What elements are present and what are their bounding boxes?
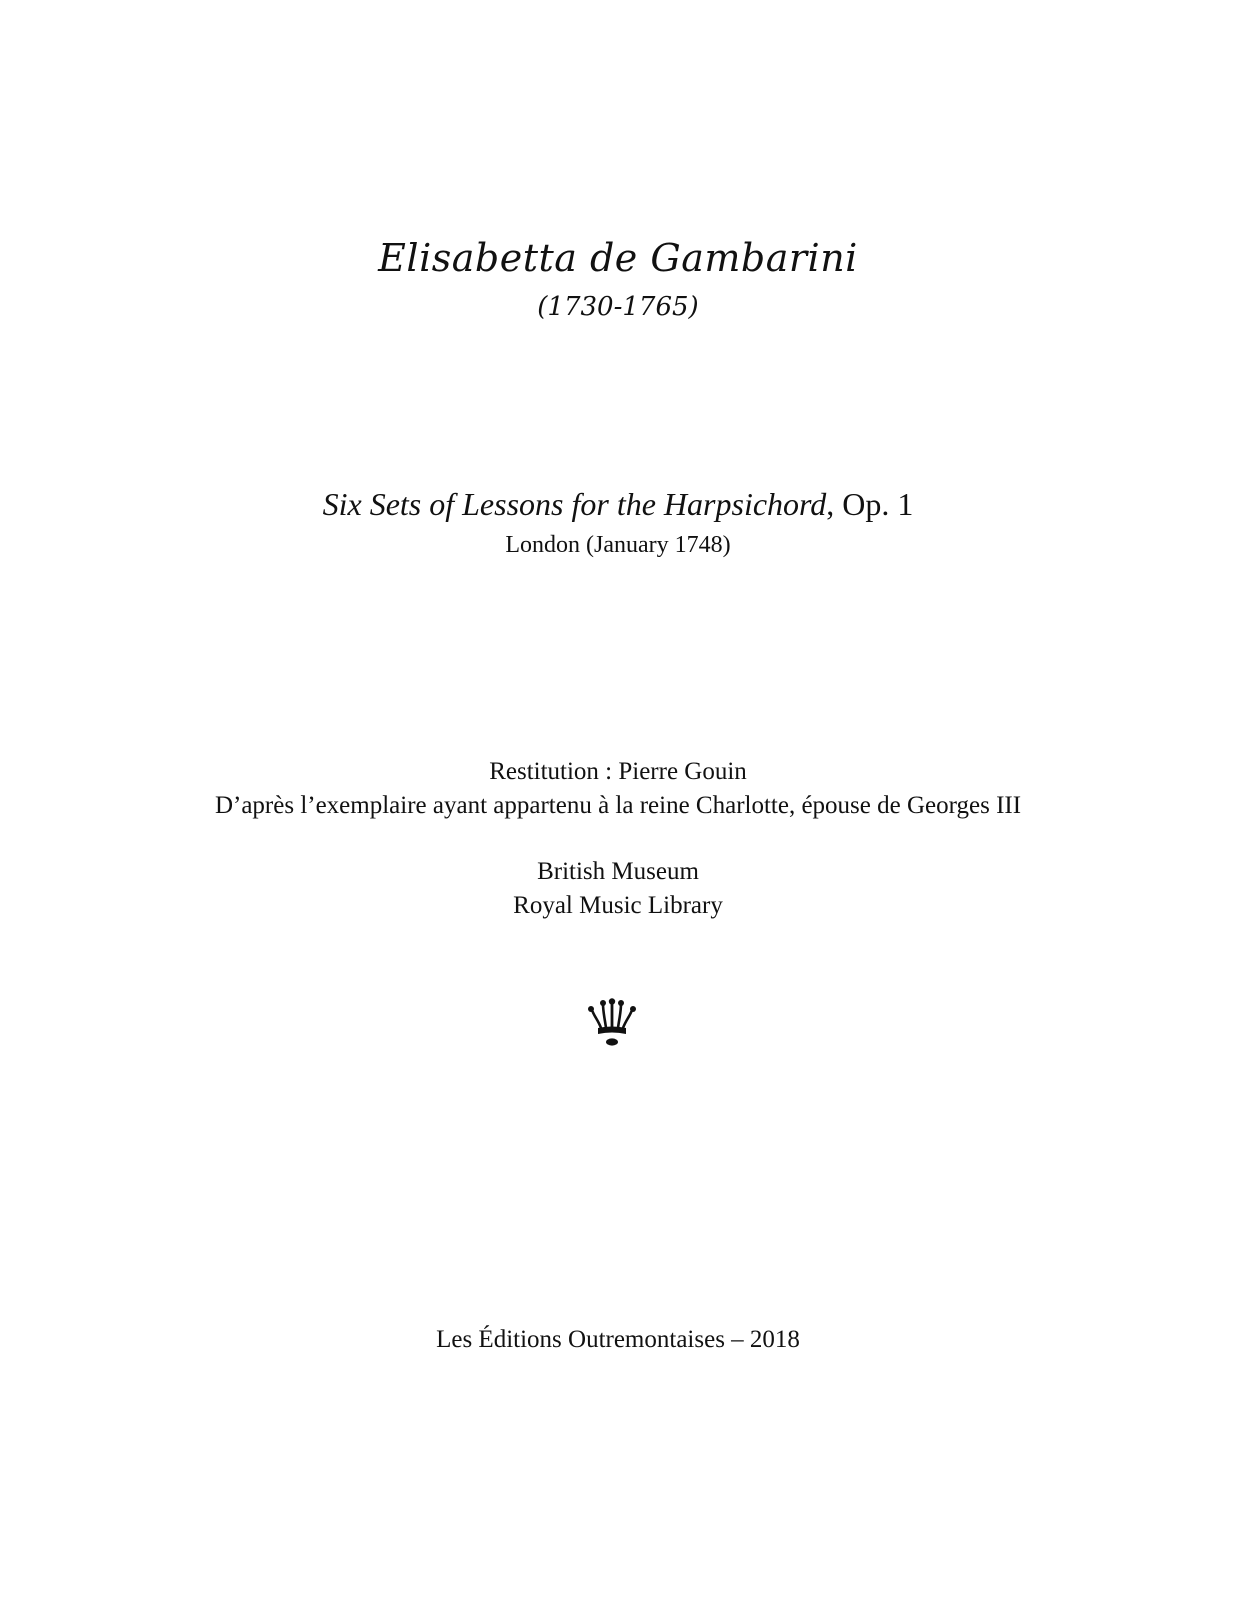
composer-dates: (1730-1765) <box>537 292 699 322</box>
restitution-credit: Restitution : Pierre Gouin <box>489 758 747 785</box>
work-title-italic: Six Sets of Lessons for the Harpsichord <box>322 486 827 522</box>
publisher-line: Les Éditions Outremontaises – 2018 <box>436 1326 800 1353</box>
publication-info: London (January 1748) <box>505 532 731 558</box>
institution-name: British Museum <box>537 858 699 885</box>
collection-name: Royal Music Library <box>513 892 723 919</box>
work-title <box>0 486 1236 523</box>
work-opus: , Op. 1 <box>826 486 914 522</box>
source-note: D’après l’exemplaire ayant appartenu à la reine Charlotte, épouse de Georges III <box>214 792 1022 819</box>
composer-name: Elisabetta de Gambarini <box>378 236 858 280</box>
crown-ornament-icon <box>586 998 638 1050</box>
